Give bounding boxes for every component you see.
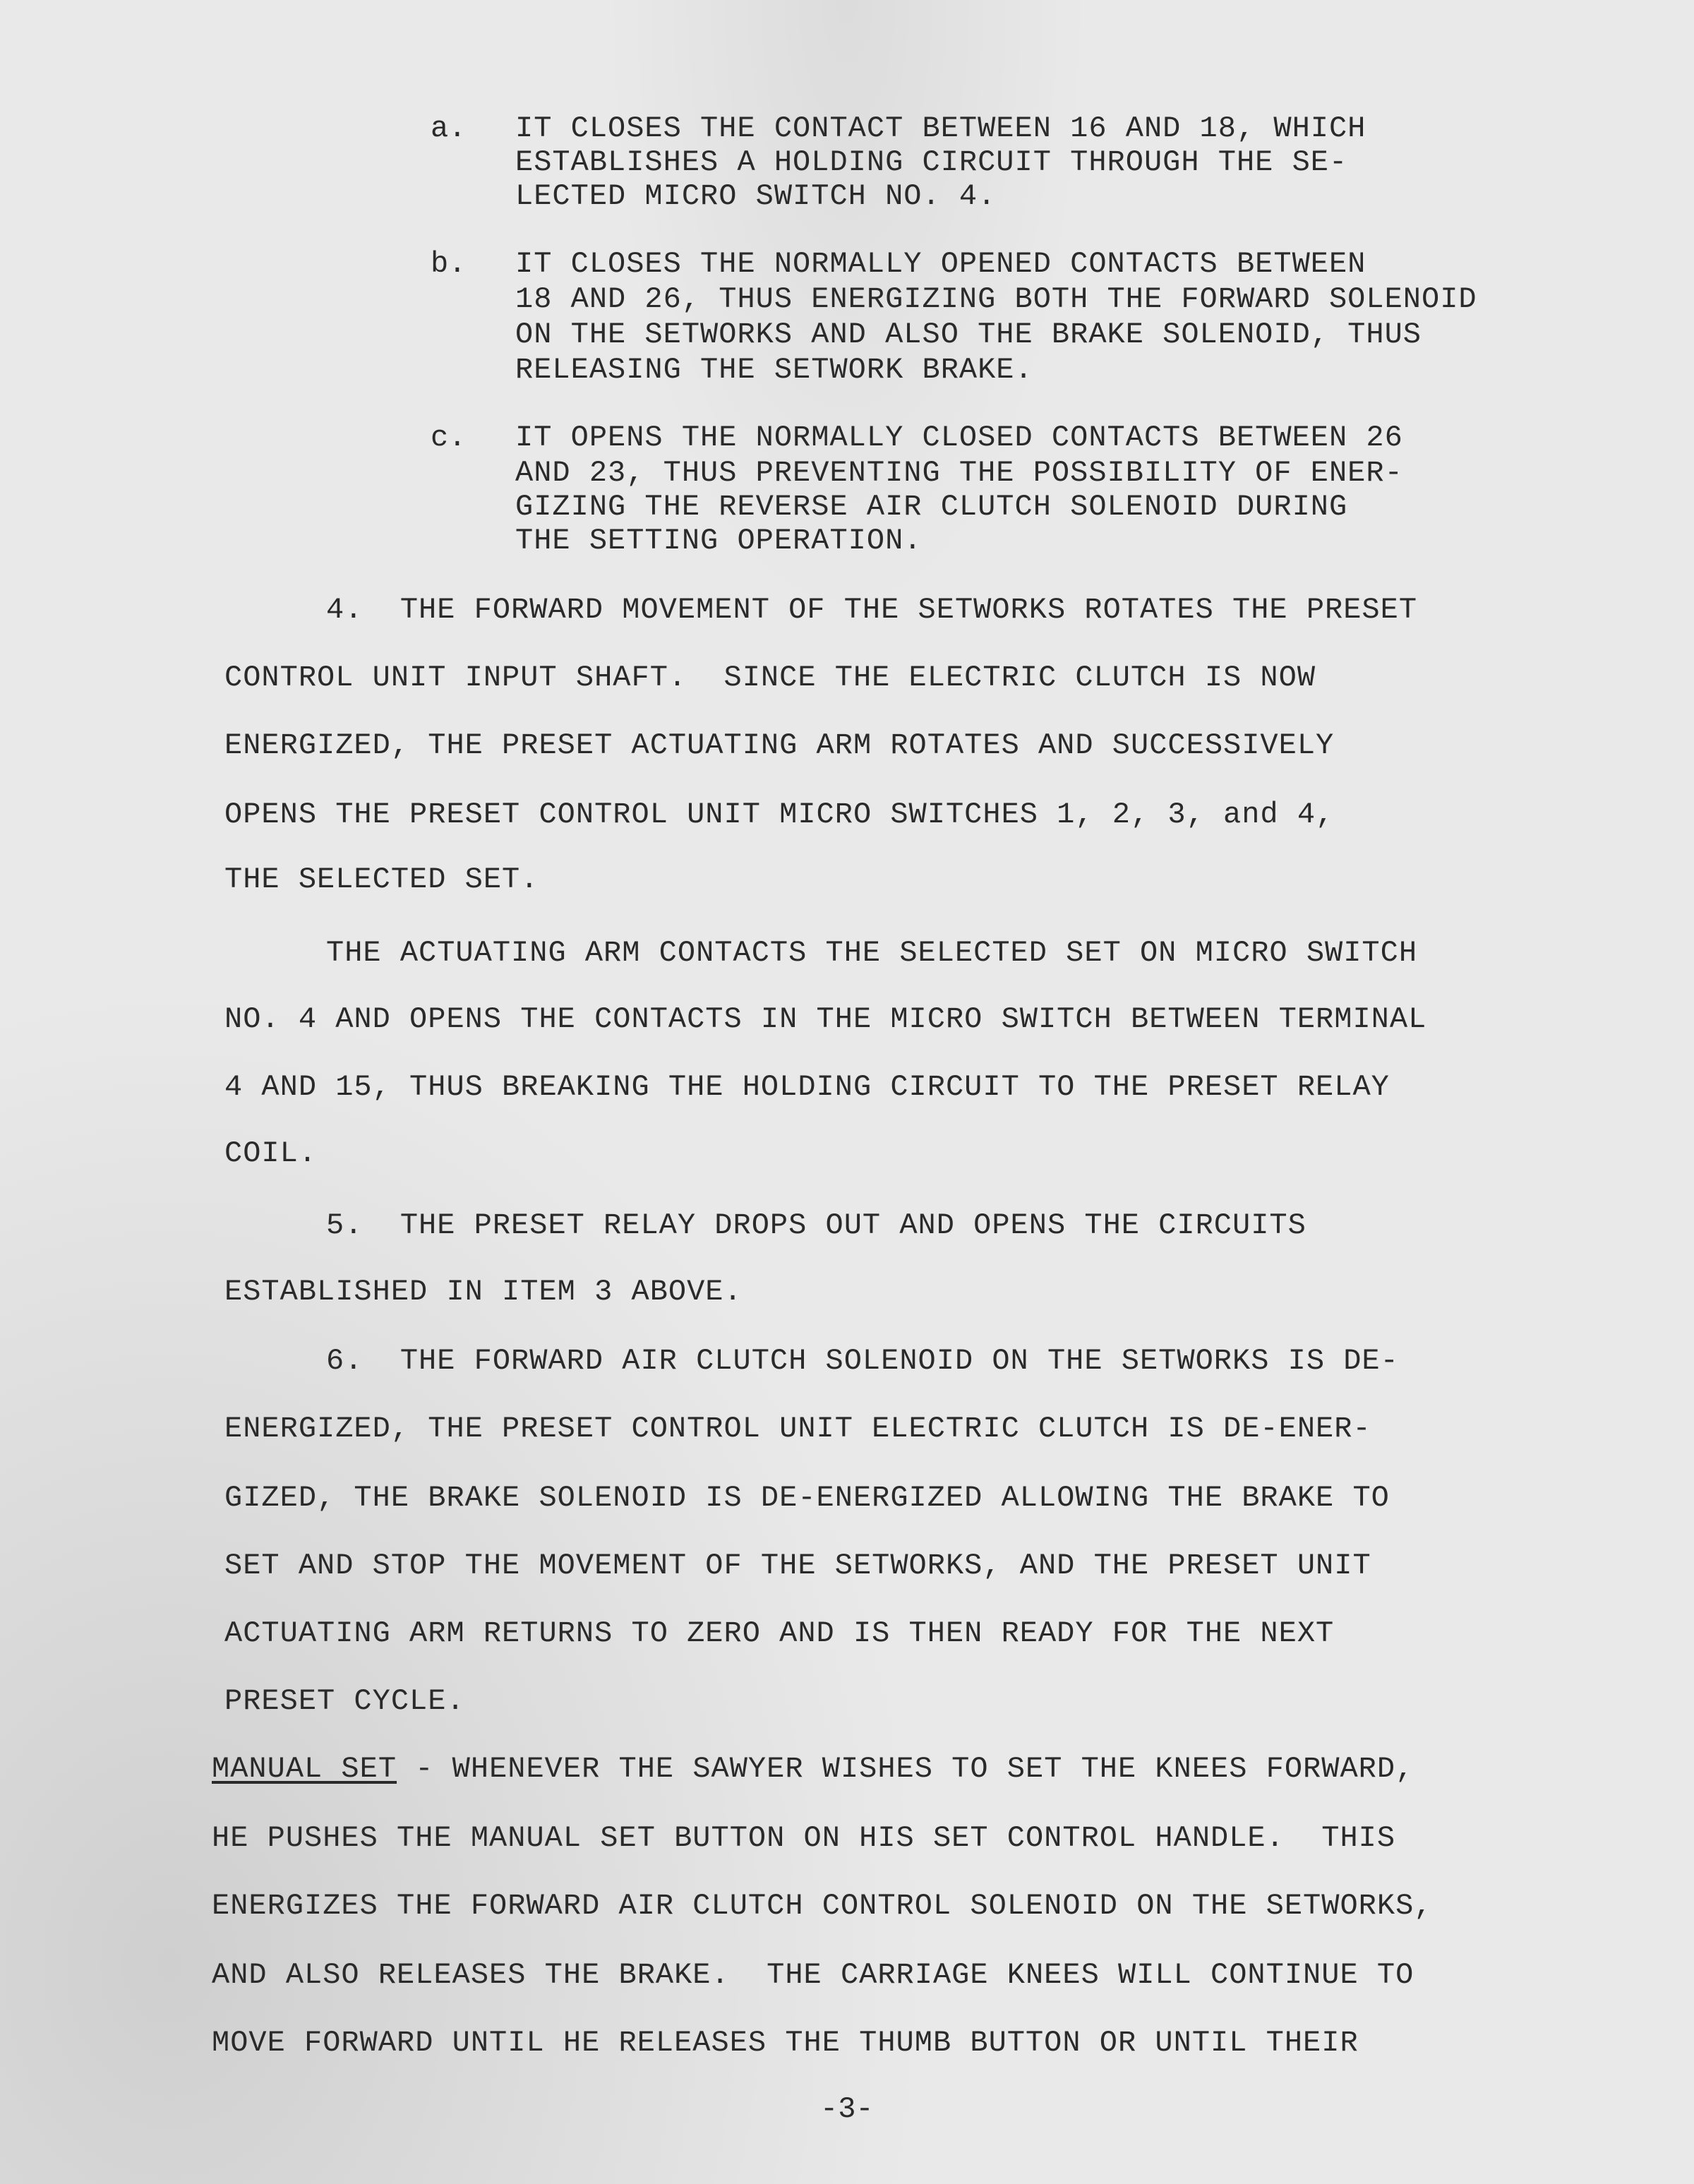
item-a-line-1: IT CLOSES THE CONTACT BETWEEN 16 AND 18, WHICH xyxy=(515,112,1366,145)
body-line: 4. THE FORWARD MOVEMENT OF THE SETWORKS ROTATES THE PRESET xyxy=(326,593,1418,627)
manual-set-line: HE PUSHES THE MANUAL SET BUTTON ON HIS SET CONTROL HANDLE. THIS xyxy=(212,1821,1396,1855)
body-line: ENERGIZED, THE PRESET ACTUATING ARM ROTATES AND SUCCESSIVELY xyxy=(224,728,1335,762)
manual-set-line: MOVE FORWARD UNTIL HE RELEASES THE THUMB BUTTON OR UNTIL THEIR xyxy=(212,2026,1359,2060)
body-line: ESTABLISHED IN ITEM 3 ABOVE. xyxy=(224,1275,743,1309)
manual-set-first-line-text: - WHENEVER THE SAWYER WISHES TO SET THE KNEES FORWARD, xyxy=(397,1752,1414,1786)
page-number: -3- xyxy=(820,2092,874,2126)
body-line: ENERGIZED, THE PRESET CONTROL UNIT ELECTRIC CLUTCH IS DE-ENER- xyxy=(224,1412,1371,1446)
body-line: SET AND STOP THE MOVEMENT OF THE SETWORKS, AND THE PRESET UNIT xyxy=(224,1549,1371,1583)
body-line: GIZED, THE BRAKE SOLENOID IS DE-ENERGIZED ALLOWING THE BRAKE TO xyxy=(224,1481,1390,1515)
body-line: PRESET CYCLE. xyxy=(224,1684,465,1718)
body-line: 6. THE FORWARD AIR CLUTCH SOLENOID ON THE SETWORKS IS DE- xyxy=(326,1344,1399,1378)
item-c-marker: c. xyxy=(431,421,467,455)
item-b-marker: b. xyxy=(431,247,467,281)
manual-set-heading: MANUAL SET xyxy=(212,1752,397,1786)
body-line: COIL. xyxy=(224,1136,318,1170)
manual-set-line: AND ALSO RELEASES THE BRAKE. THE CARRIAGE KNEES WILL CONTINUE TO xyxy=(212,1958,1414,1992)
body-line: THE ACTUATING ARM CONTACTS THE SELECTED SET ON MICRO SWITCH xyxy=(326,936,1418,970)
item-c-line-4: THE SETTING OPERATION. xyxy=(515,524,923,558)
body-line: NO. 4 AND OPENS THE CONTACTS IN THE MICRO SWITCH BETWEEN TERMINAL xyxy=(224,1002,1427,1036)
manual-set-first-line xyxy=(212,1752,1414,1786)
body-line: 4 AND 15, THUS BREAKING THE HOLDING CIRCUIT TO THE PRESET RELAY xyxy=(224,1070,1390,1104)
item-a-line-2: ESTABLISHES A HOLDING CIRCUIT THROUGH THE SE- xyxy=(515,145,1348,179)
body-line: CONTROL UNIT INPUT SHAFT. SINCE THE ELECTRIC CLUTCH IS NOW xyxy=(224,661,1316,695)
body-line: OPENS THE PRESET CONTROL UNIT MICRO SWITCHES 1, 2, 3, and 4, xyxy=(224,798,1335,832)
item-a-line-3: LECTED MICRO SWITCH NO. 4. xyxy=(515,179,997,213)
item-c-line-1: IT OPENS THE NORMALLY CLOSED CONTACTS BETWEEN 26 xyxy=(515,421,1403,455)
body-line: 5. THE PRESET RELAY DROPS OUT AND OPENS THE CIRCUITS xyxy=(326,1208,1306,1242)
item-c-line-2: AND 23, THUS PREVENTING THE POSSIBILITY OF ENER- xyxy=(515,456,1403,490)
body-line: ACTUATING ARM RETURNS TO ZERO AND IS THEN READY FOR THE NEXT xyxy=(224,1616,1335,1650)
item-b-line-2: 18 AND 26, THUS ENERGIZING BOTH THE FORWARD SOLENOID xyxy=(515,282,1477,316)
item-c-line-3: GIZING THE REVERSE AIR CLUTCH SOLENOID DURING xyxy=(515,490,1348,524)
item-b-line-3: ON THE SETWORKS AND ALSO THE BRAKE SOLENOID, THUS xyxy=(515,318,1422,352)
manual-set-line: ENERGIZES THE FORWARD AIR CLUTCH CONTROL SOLENOID ON THE SETWORKS, xyxy=(212,1889,1433,1923)
body-line: THE SELECTED SET. xyxy=(224,863,539,896)
item-a-marker: a. xyxy=(431,112,467,145)
item-b-line-4: RELEASING THE SETWORK BRAKE. xyxy=(515,353,1033,387)
item-b-line-1: IT CLOSES THE NORMALLY OPENED CONTACTS BETWEEN xyxy=(515,247,1366,281)
